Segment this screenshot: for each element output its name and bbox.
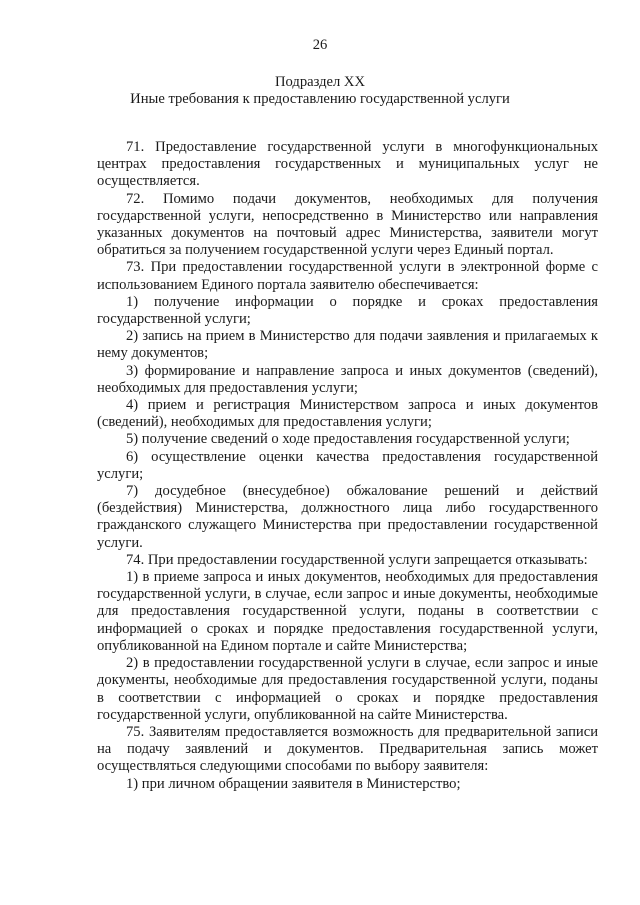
list-item: 2) в предоставлении государственной услуги в случае, если запрос и иные документы, необходимые для предоставления государственной услуги, поданы в соответствии с информацией о сроках и порядке предоставления государственной услуги, опубликованной на сайте Министерства. — [97, 655, 598, 723]
list-item: 1) при личном обращении заявителя в Министерство; — [126, 775, 461, 792]
list-item: 6) осуществление оценки качества предоставления государственной услуги; — [97, 448, 598, 482]
list-item: 1) получение информации о порядке и сроках предоставления государственной услуги; — [97, 293, 598, 328]
paragraph-74: 74. При предоставлении государственной услуги запрещается отказывать: — [126, 551, 588, 568]
paragraph-71: 71. Предоставление государственной услуги в многофункциональных центрах предоставления государственных и муниципальных услуг не осуществляется. — [97, 139, 598, 190]
list-item: 7) досудебное (внесудебное) обжалование решений и действий (бездействия) Министерства, должностного лица либо государственного гражданского служащего Министерства при предоставлении государственной услуги. — [97, 483, 598, 551]
list-item: 3) формирование и направление запроса и иных документов (сведений), необходимых для предоставления услуги; — [97, 362, 598, 396]
paragraph-75: 75. Заявителям предоставляется возможность для предварительной записи на подачу заявлений и документов. Предварительная запись может осуществляться следующими способами по выбору заявителя: — [97, 723, 598, 775]
paragraph-72: 72. Помимо подачи документов, необходимых для получения государственной услуги, непосредственно в Министерство или направления указанных документов на почтовый адрес Министерства, заявители могут обратиться за получением государственной услуги через Единый портал. — [97, 190, 598, 259]
list-item: 5) получение сведений о ходе предоставления государственной услуги; — [126, 431, 570, 448]
page-number: 26 — [312, 37, 328, 53]
document-body — [97, 139, 598, 793]
list-item: 1) в приеме запроса и иных документов, необходимых для предоставления государственной услуги, в случае, если запрос и иные документы, необходимые для предоставления государственной услуги, поданы в соответствии с информацией о сроках и порядке предоставления государственной услуги, опубликованной на Едином портале и сайте Министерства; — [97, 569, 598, 654]
list-item: 4) прием и регистрация Министерством запроса и иных документов (сведений), необходимых для предоставления услуги; — [97, 397, 598, 431]
paragraph-73: 73. При предоставлении государственной услуги в электронной форме с использованием Единого портала заявителю обеспечивается: — [97, 259, 598, 293]
list-item: 2) запись на прием в Министерство для подачи заявления и прилагаемых к нему документов; — [97, 328, 598, 362]
subsection-subtitle: Иные требования к предоставлению государственной услуги — [130, 91, 510, 107]
subsection-title: Подраздел XX — [274, 74, 366, 90]
